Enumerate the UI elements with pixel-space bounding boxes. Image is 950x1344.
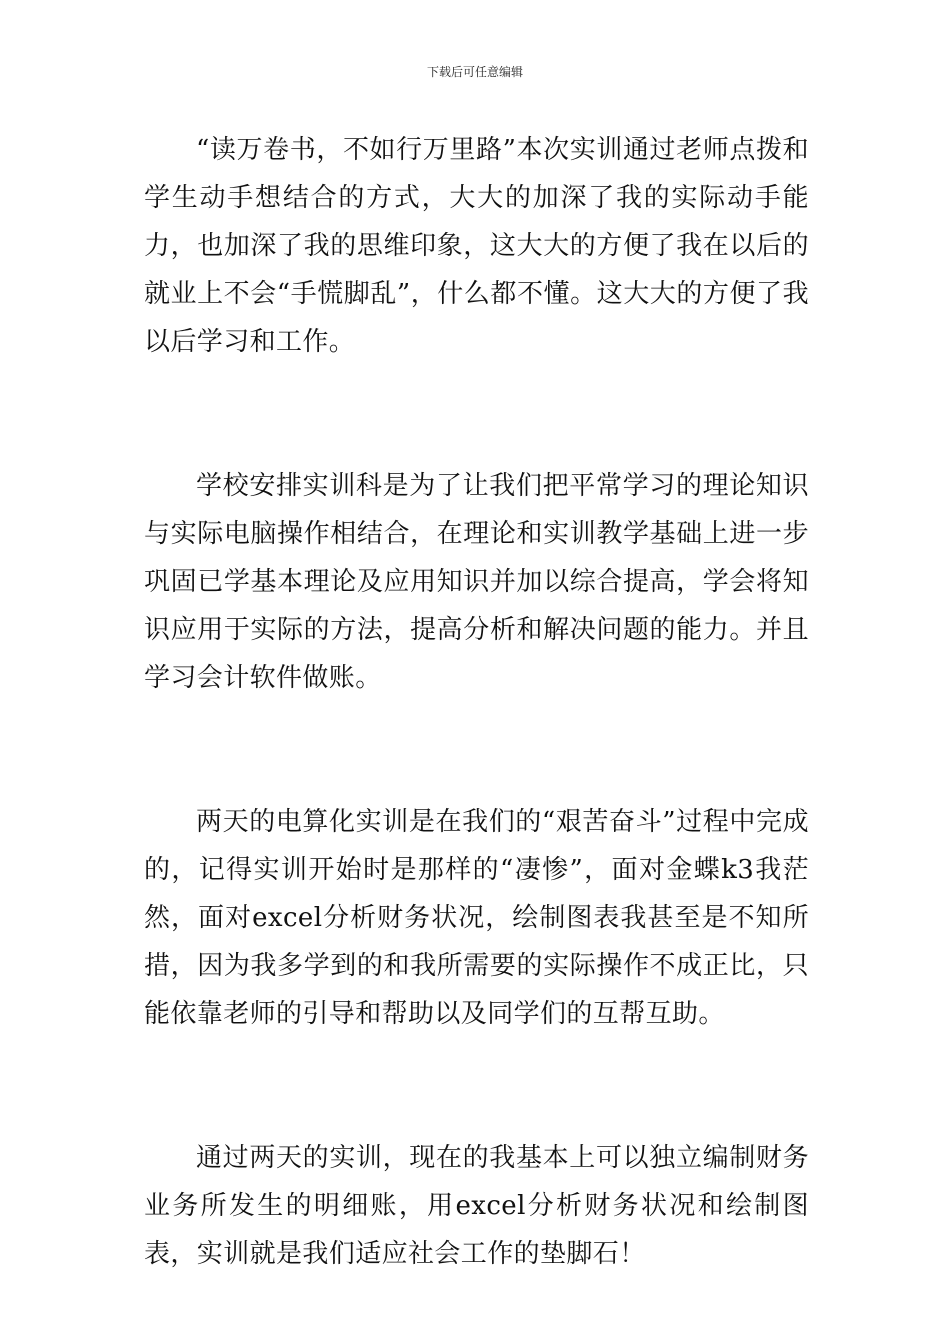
document-body — [144, 126, 809, 1278]
paragraph-4: 通过两天的实训，现在的我基本上可以独立编制财务业务所发生的明细账，用excel分析财务状况和绘制图表，实训就是我们适应社会工作的垫脚石！ — [144, 1143, 809, 1269]
paragraph-1: “读万卷书，不如行万里路”本次实训通过老师点拨和学生动手想结合的方式，大大的加深了我的实际动手能力，也加深了我的思维印象，这大大的方便了我在以后的就业上不会“手慌脚乱”，什么都不懂。这大大的方便了我以后学习和工作。 — [144, 135, 809, 357]
paragraph-2: 学校安排实训科是为了让我们把平常学习的理论知识与实际电脑操作相结合，在理论和实训教学基础上进一步巩固已学基本理论及应用知识并加以综合提高，学会将知识应用于实际的方法，提高分析和解决问题的能力。并且学习会计软件做账。 — [144, 471, 809, 693]
page-header: 下载后可任意编辑 — [426, 65, 523, 79]
paragraph-3: 两天的电算化实训是在我们的“艰苦奋斗”过程中完成的，记得实训开始时是那样的“凄惨”，面对金蝶k3我茫然，面对excel分析财务状况，绘制图表我甚至是不知所措，因为我多学到的和我所需要的实际操作不成正比，只能依靠老师的引导和帮助以及同学们的互帮互助。 — [144, 807, 809, 1029]
